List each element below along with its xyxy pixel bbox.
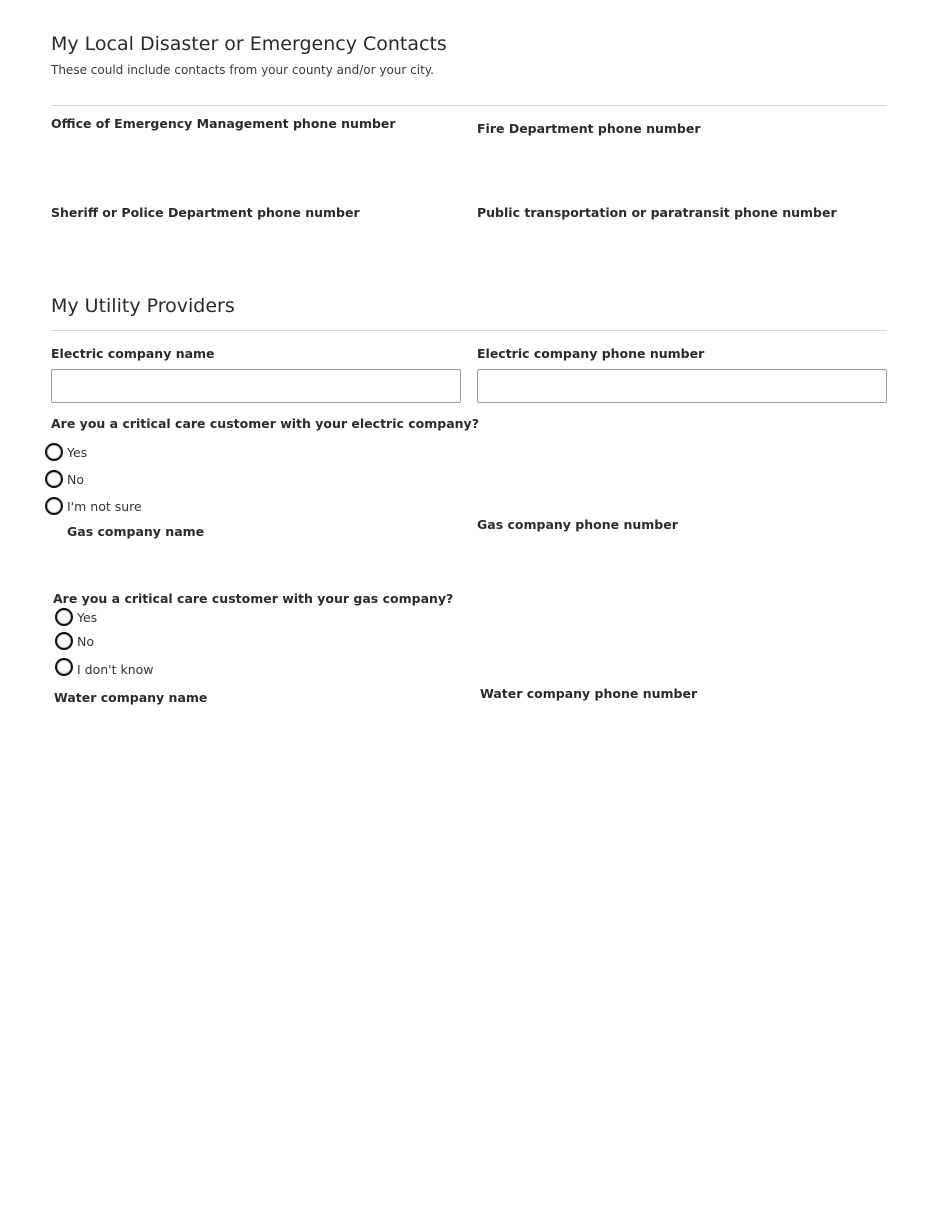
gas-critical-care-yes-option[interactable] xyxy=(55,608,97,626)
radio-button[interactable] xyxy=(55,608,73,626)
electric-company-phone-label: Electric company phone number xyxy=(477,346,705,361)
public-transportation-phone-label: Public transportation or paratransit phone number xyxy=(477,205,837,220)
radio-button[interactable] xyxy=(55,632,73,650)
utility-providers-heading: My Utility Providers xyxy=(51,295,235,317)
radio-button[interactable] xyxy=(45,443,63,461)
section-divider xyxy=(51,330,887,331)
option-label: Yes xyxy=(67,444,88,460)
radio-button[interactable] xyxy=(55,658,73,676)
electric-company-name-input[interactable] xyxy=(51,369,461,403)
electric-critical-care-not-sure-option[interactable] xyxy=(45,497,142,515)
oem-phone-label: Office of Emergency Management phone number xyxy=(51,116,396,131)
section-divider xyxy=(51,105,887,106)
water-company-name-label: Water company name xyxy=(54,690,208,705)
option-label: Yes xyxy=(77,609,98,625)
option-label: No xyxy=(77,633,94,649)
electric-critical-care-no-option[interactable] xyxy=(45,470,84,488)
radio-button[interactable] xyxy=(45,497,63,515)
gas-critical-care-no-option[interactable] xyxy=(55,632,94,650)
fire-department-phone-label: Fire Department phone number xyxy=(477,121,701,136)
gas-company-phone-label: Gas company phone number xyxy=(477,517,678,532)
option-label: I don't know xyxy=(77,662,154,677)
gas-critical-care-dont-know-option[interactable] xyxy=(55,656,154,677)
radio-button[interactable] xyxy=(45,470,63,488)
emergency-contacts-heading: My Local Disaster or Emergency Contacts xyxy=(51,33,447,55)
option-label: No xyxy=(67,471,84,487)
sheriff-police-phone-label: Sheriff or Police Department phone number xyxy=(51,205,360,220)
gas-company-name-label: Gas company name xyxy=(67,524,205,539)
option-label: I'm not sure xyxy=(67,498,142,514)
gas-critical-care-question: Are you a critical care customer with your gas company? xyxy=(53,591,454,606)
water-company-phone-label: Water company phone number xyxy=(480,686,698,701)
electric-company-phone-input[interactable] xyxy=(477,369,887,403)
electric-company-name-label: Electric company name xyxy=(51,346,215,361)
electric-critical-care-yes-option[interactable] xyxy=(45,443,87,461)
electric-critical-care-question: Are you a critical care customer with your electric company? xyxy=(51,416,479,431)
emergency-contacts-subtitle: These could include contacts from your county and/or your city. xyxy=(51,63,434,77)
